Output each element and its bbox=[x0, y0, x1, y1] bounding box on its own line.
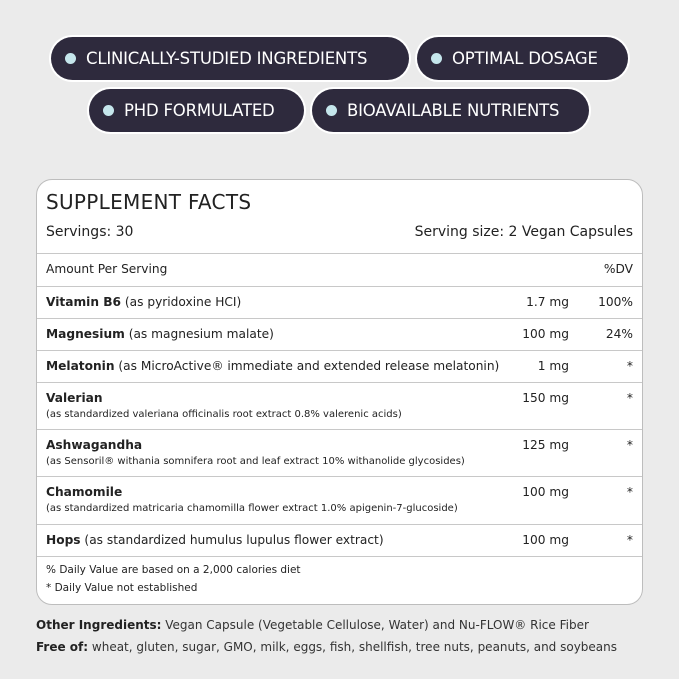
ingredient-dv: * bbox=[626, 485, 633, 499]
footnotes bbox=[37, 556, 642, 605]
bullet-dot-icon bbox=[326, 105, 337, 116]
footnote-not-established: * Daily Value not established bbox=[46, 582, 198, 594]
ingredient-row bbox=[37, 350, 642, 382]
amount-header: Amount Per Serving bbox=[46, 262, 168, 276]
badge-label: CLINICALLY-STUDIED INGREDIENTS bbox=[86, 49, 368, 68]
ingredient-dv: * bbox=[626, 438, 633, 452]
ingredient-amount: 100 mg bbox=[522, 327, 569, 341]
badge-label: BIOAVAILABLE NUTRIENTS bbox=[347, 101, 560, 120]
badge-clinically-studied bbox=[51, 37, 409, 80]
ingredient-row bbox=[37, 524, 642, 556]
ingredient-amount: 125 mg bbox=[522, 438, 569, 452]
ingredient-name: Magnesium (as magnesium malate) bbox=[46, 327, 274, 341]
ingredient-amount: 150 mg bbox=[522, 391, 569, 405]
other-ingredients bbox=[36, 618, 589, 632]
ingredient-amount: 1 mg bbox=[537, 359, 569, 373]
badge-phd-formulated bbox=[89, 89, 304, 132]
free-of bbox=[36, 640, 617, 654]
dv-header: %DV bbox=[603, 262, 633, 276]
ingredient-dv: 100% bbox=[598, 295, 633, 309]
ingredient-dv: * bbox=[626, 533, 633, 547]
supplement-facts-panel bbox=[36, 179, 643, 605]
free-of-text: wheat, gluten, sugar, GMO, milk, eggs, fish, shellfish, tree nuts, peanuts, and soybeans bbox=[88, 640, 618, 654]
badge-optimal-dosage bbox=[417, 37, 628, 80]
bullet-dot-icon bbox=[431, 53, 442, 64]
ingredient-detail: (as standardized valeriana officinalis root extract 0.8% valerenic acids) bbox=[46, 409, 402, 420]
ingredient-name: Valerian bbox=[46, 391, 103, 405]
footnote-dv: % Daily Value are based on a 2,000 calories diet bbox=[46, 564, 301, 576]
ingredient-name: Chamomile bbox=[46, 485, 123, 499]
ingredient-dv: 24% bbox=[605, 327, 633, 341]
ingredient-row bbox=[37, 286, 642, 318]
ingredient-detail: (as Sensoril® withania somnifera root and leaf extract 10% withanolide glycosides) bbox=[46, 456, 465, 467]
ingredient-name: Hops (as standardized humulus lupulus flower extract) bbox=[46, 533, 384, 547]
header-row bbox=[37, 253, 642, 286]
ingredient-amount: 100 mg bbox=[522, 485, 569, 499]
badge-label: OPTIMAL DOSAGE bbox=[452, 49, 598, 68]
ingredient-amount: 1.7 mg bbox=[526, 295, 569, 309]
free-of-label: Free of: bbox=[36, 640, 89, 654]
bullet-dot-icon bbox=[65, 53, 76, 64]
ingredient-row bbox=[37, 382, 642, 429]
facts-title: SUPPLEMENT FACTS bbox=[46, 190, 252, 214]
ingredient-row bbox=[37, 429, 642, 476]
other-ingredients-text: Vegan Capsule (Vegetable Cellulose, Water) and Nu-FLOW® Rice Fiber bbox=[161, 618, 589, 632]
ingredient-dv: * bbox=[626, 391, 633, 405]
ingredient-row bbox=[37, 476, 642, 524]
ingredient-name: Vitamin B6 (as pyridoxine HCI) bbox=[46, 295, 242, 309]
servings: Servings: 30 bbox=[46, 224, 134, 240]
ingredient-detail: (as standardized matricaria chamomilla flower extract 1.0% apigenin-7-glucoside) bbox=[46, 503, 458, 514]
ingredient-row bbox=[37, 318, 642, 350]
badge-bioavailable bbox=[312, 89, 589, 132]
bullet-dot-icon bbox=[103, 105, 114, 116]
ingredient-amount: 100 mg bbox=[522, 533, 569, 547]
serving-size: Serving size: 2 Vegan Capsules bbox=[414, 224, 633, 240]
ingredient-name: Melatonin (as MicroActive® immediate and extended release melatonin) bbox=[46, 359, 500, 373]
other-ingredients-label: Other Ingredients: bbox=[36, 618, 162, 632]
badge-label: PHD FORMULATED bbox=[124, 101, 275, 120]
ingredient-name: Ashwagandha bbox=[46, 438, 143, 452]
ingredient-dv: * bbox=[626, 359, 633, 373]
